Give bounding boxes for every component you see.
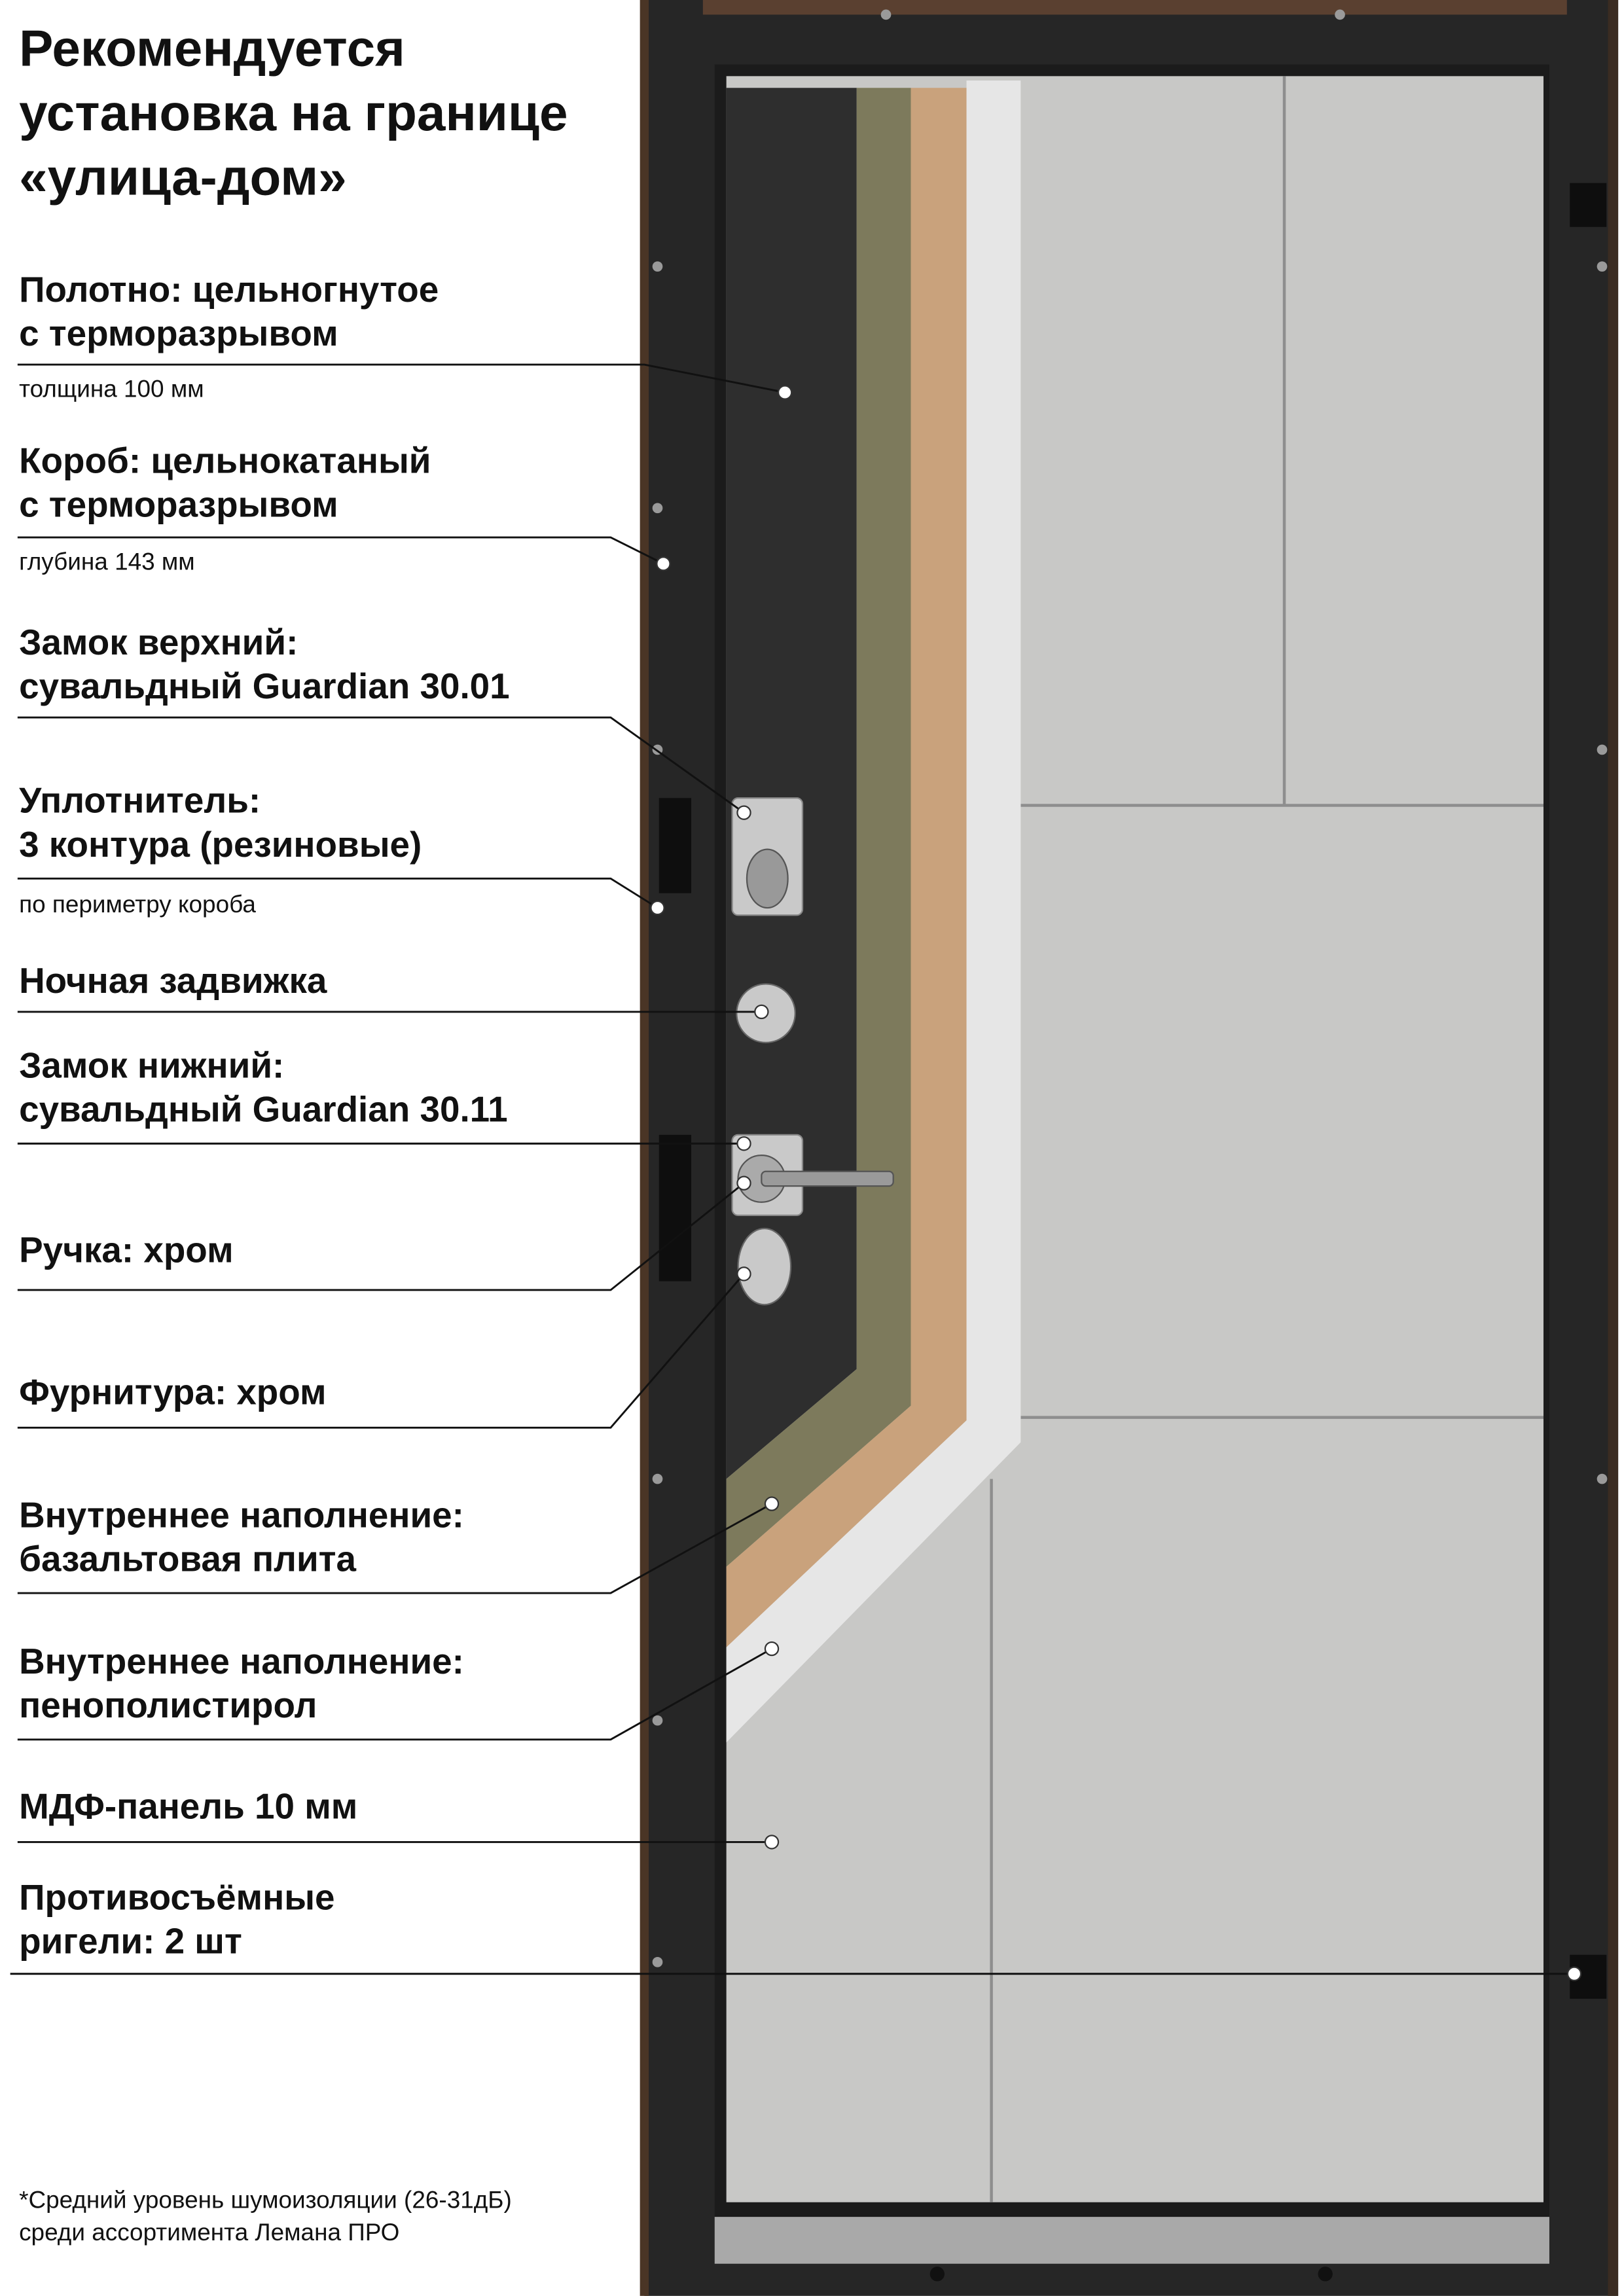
feature-label: Замок верхний:: [19, 624, 298, 664]
feature-handle: [19, 1230, 234, 1274]
feature-seal: [19, 780, 422, 868]
feature-label: Полотно: цельногнутое: [19, 270, 439, 311]
feature-label: пенополистирол: [19, 1687, 317, 1727]
feature-label: МДФ-панель 10 мм: [19, 1787, 358, 1828]
title-line: установка на границе: [19, 84, 568, 143]
feature-upper-lock: [19, 622, 510, 710]
feature-label: Противосъёмные: [19, 1878, 335, 1918]
feature-label: Ночная задвижка: [19, 961, 327, 1002]
feature-label: Уплотнитель:: [19, 781, 261, 822]
footnote-line: *Средний уровень шумоизоляции (26-31дБ): [19, 2187, 512, 2214]
feature-label: Внутреннее наполнение:: [19, 1643, 464, 1683]
feature-label: 3 контура (резиновые): [19, 825, 422, 866]
feature-label: Ручка: хром: [19, 1231, 234, 1271]
feature-sub: по периметру короба: [19, 891, 256, 918]
feature-label: с терморазрывом: [19, 486, 338, 526]
feature-label: сувальдный Guardian 30.01: [19, 668, 510, 708]
title-line: Рекомендуется: [19, 20, 405, 78]
title-line: «улица-дом»: [19, 149, 347, 207]
feature-door-leaf: [19, 270, 439, 357]
feature-label: Короб: цельнокатаный: [19, 442, 431, 482]
feature-lower-lock: [19, 1045, 508, 1133]
footnote: [19, 2185, 512, 2249]
lower-lock-cylinder: [738, 1229, 791, 1304]
feature-basalt-fill: [19, 1495, 464, 1583]
threshold: [715, 2217, 1549, 2264]
feature-label: ригели: 2 шт: [19, 1922, 242, 1962]
feature-label: Внутреннее наполнение:: [19, 1496, 464, 1536]
feature-label: сувальдный Guardian 30.11: [19, 1090, 508, 1131]
feature-night-latch: [19, 961, 327, 1005]
feature-frame: [19, 440, 431, 528]
feature-label: Замок нижний:: [19, 1047, 285, 1087]
feature-mdf-panel: [19, 1786, 357, 1830]
page-title: [19, 18, 568, 211]
feature-foam-fill: [19, 1641, 464, 1729]
feature-label: с терморазрывом: [19, 314, 338, 355]
feature-label: базальтовая плита: [19, 1540, 357, 1580]
feature-label: Фурнитура: хром: [19, 1373, 327, 1413]
feature-sub: глубина 143 мм: [19, 548, 195, 576]
feature-anti-removal-pins: [19, 1877, 334, 1965]
footnote-line: среди ассортимента Лемана ПРО: [19, 2219, 400, 2246]
lever-handle: [761, 1172, 893, 1186]
feature-sub: толщина 100 мм: [19, 376, 204, 403]
feature-fittings: [19, 1372, 327, 1416]
